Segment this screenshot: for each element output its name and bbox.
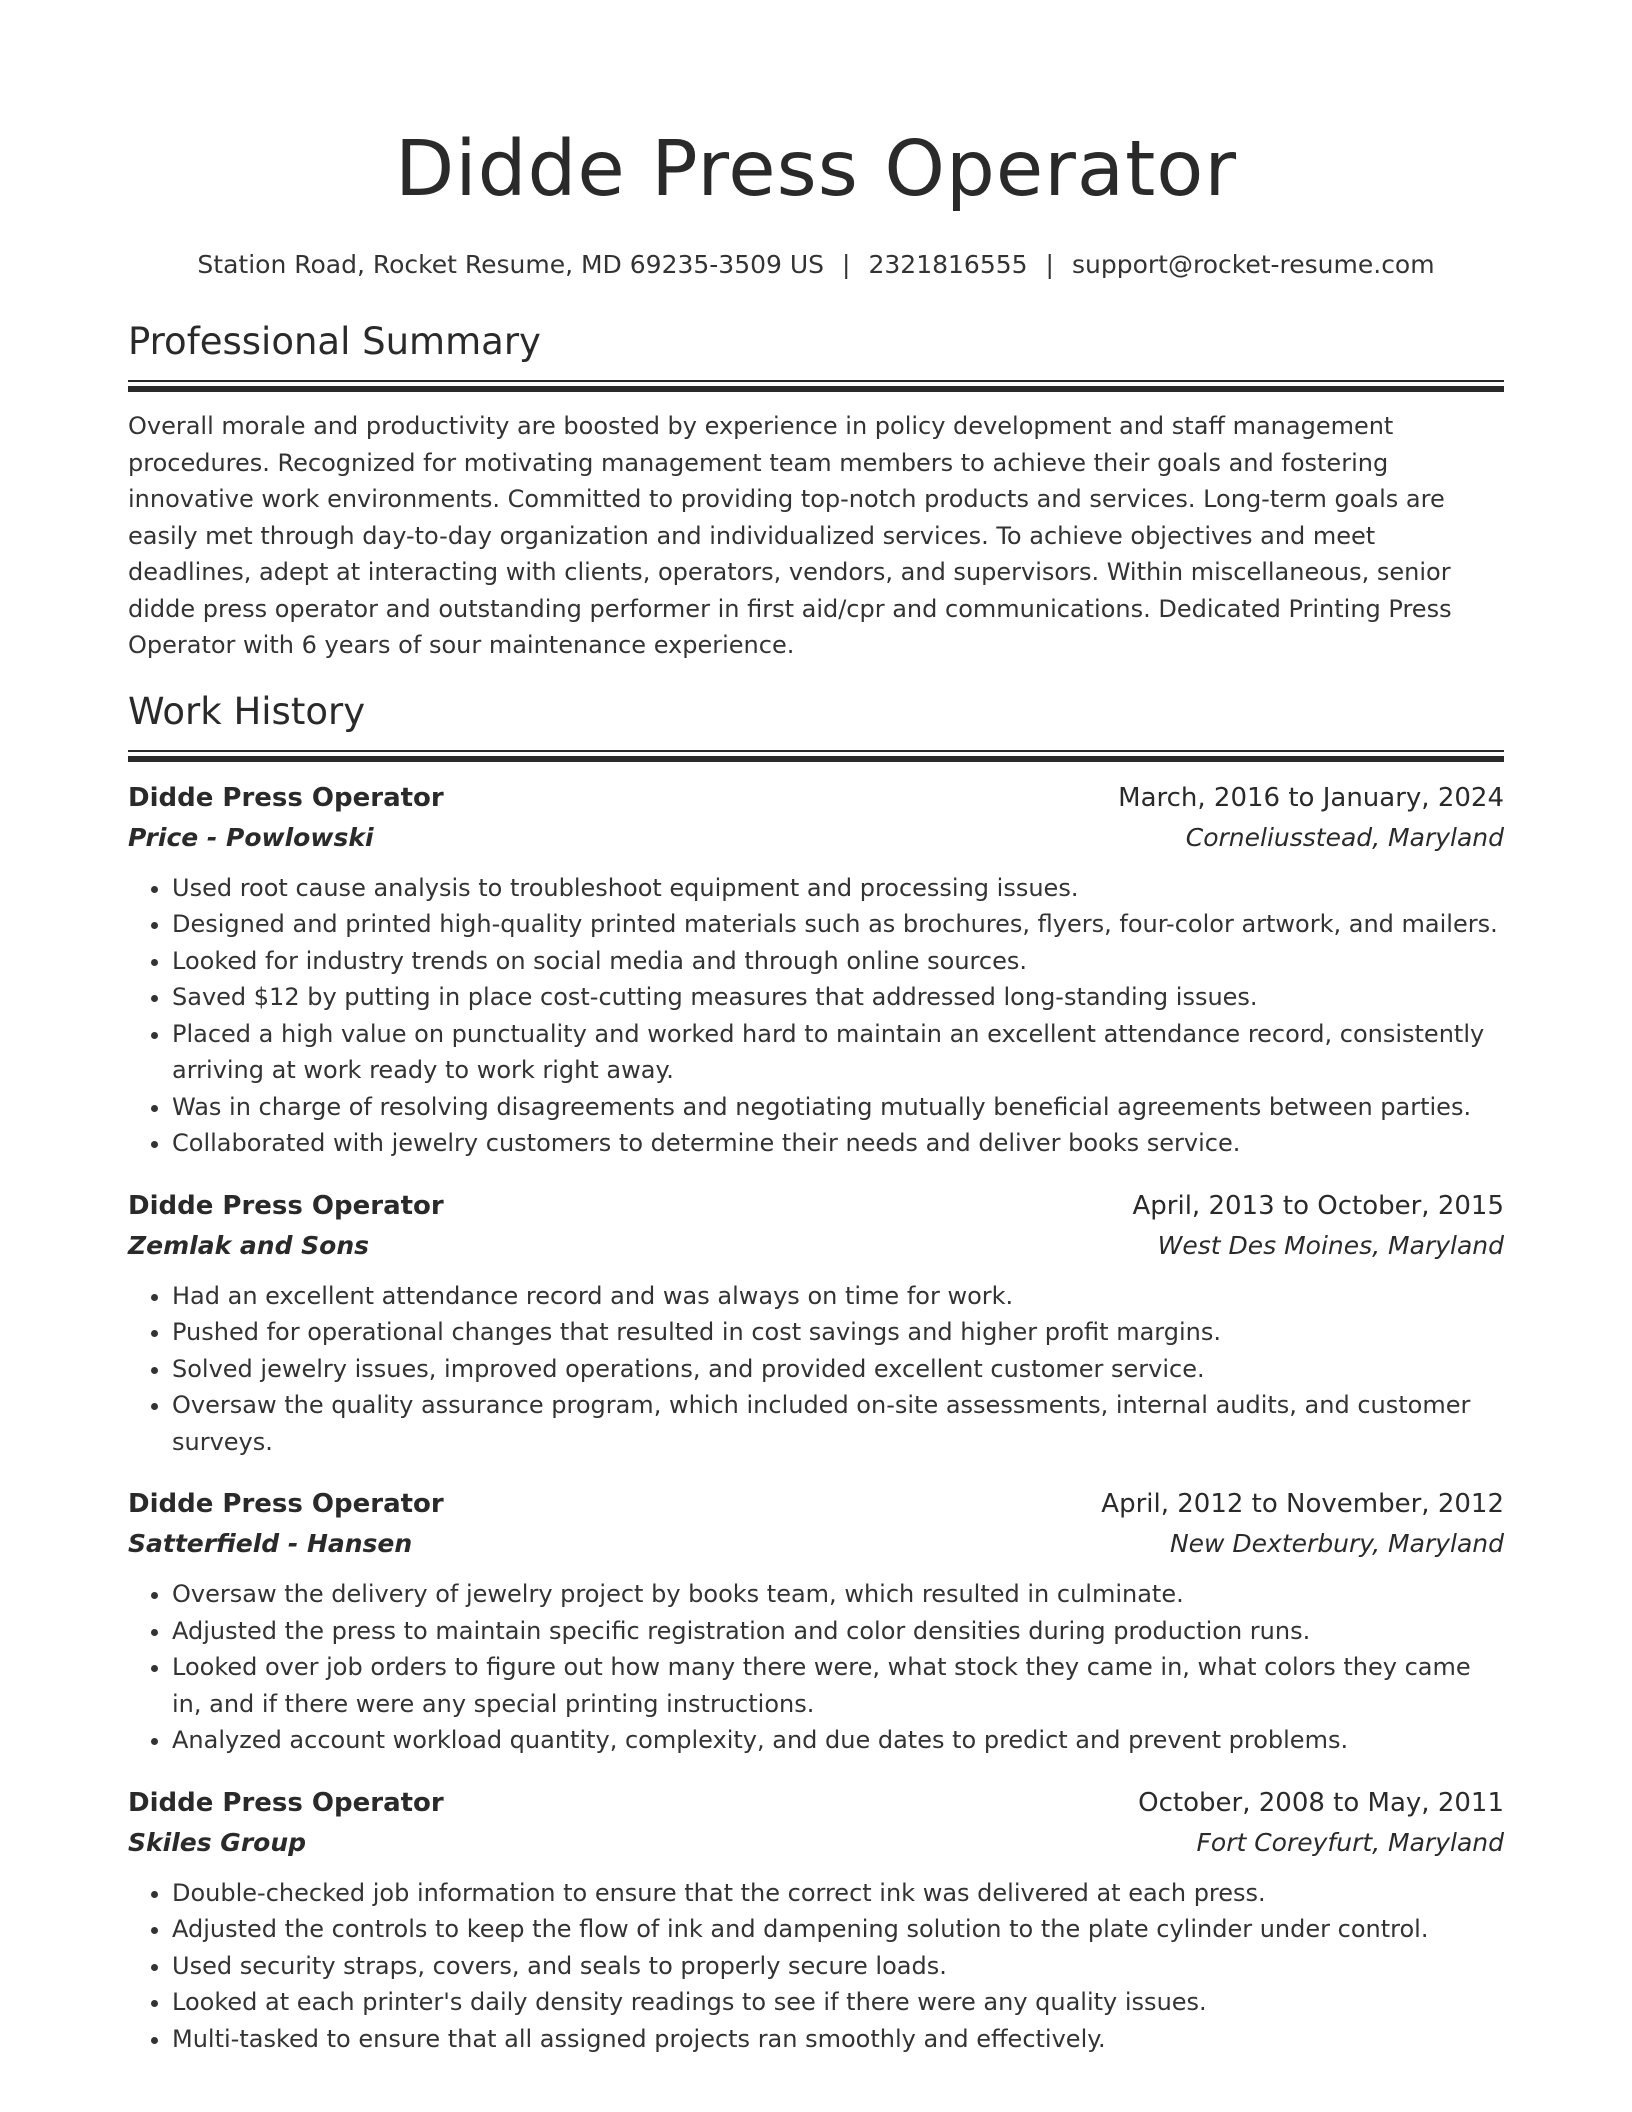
job-bullet-list	[128, 1576, 1504, 1759]
job-bullet-list	[128, 870, 1504, 1162]
job-header-row	[128, 778, 1504, 818]
job-bullet-list	[128, 1278, 1504, 1461]
job-location: Fort Coreyfurt, Maryland	[1196, 1827, 1504, 1857]
job-title: Didde Press Operator	[128, 1190, 444, 1221]
job-company-row	[128, 1823, 1504, 1863]
job-bullet: • Designed and printed high-quality printed materials such as brochures, flyers, four-color artwork, and mailers.	[172, 906, 1504, 943]
job-bullet: • Multi-tasked to ensure that all assigned projects ran smoothly and effectively.	[172, 2021, 1504, 2058]
job-header-row	[128, 1186, 1504, 1226]
contact-line	[128, 248, 1504, 282]
job-bullet: • Looked over job orders to figure out how many there were, what stock they came in, what colors they came in, and if there were any special printing instructions.	[172, 1649, 1504, 1722]
job-bullet-list	[128, 1875, 1504, 2058]
job-entry	[128, 778, 1504, 1162]
section-divider-thick	[128, 386, 1504, 392]
summary-section	[128, 318, 1504, 664]
job-bullet: • Adjusted the press to maintain specific registration and color densities during production runs.	[172, 1613, 1504, 1650]
resume-page	[128, 0, 1504, 2057]
contact-separator: |	[842, 250, 851, 279]
job-dates: March, 2016 to January, 2024	[1118, 782, 1504, 813]
contact-address: Station Road, Rocket Resume, MD 69235-3509 US	[197, 250, 825, 279]
job-bullet: • Looked at each printer's daily density readings to see if there were any quality issues.	[172, 1984, 1504, 2021]
job-title: Didde Press Operator	[128, 1489, 444, 1519]
job-bullet: • Looked for industry trends on social media and through online sources.	[172, 943, 1504, 980]
job-location: New Dexterbury, Maryland	[1169, 1529, 1504, 1558]
job-bullet: • Placed a high value on punctuality and worked hard to maintain an excellent attendance record, consistently arriving at work ready to work right away.	[172, 1016, 1504, 1089]
resume-name: Didde Press Operator	[394, 125, 1238, 214]
section-divider	[128, 380, 1504, 382]
work-history-heading: Work History	[128, 689, 366, 733]
job-bullet: • Collaborated with jewelry customers to determine their needs and deliver books service.	[172, 1125, 1504, 1162]
job-list	[128, 778, 1504, 2058]
job-location: West Des Moines, Maryland	[1157, 1230, 1504, 1260]
section-divider	[128, 750, 1504, 752]
job-bullet: • Used security straps, covers, and seals to properly secure loads.	[172, 1948, 1504, 1985]
summary-heading: Professional Summary	[128, 320, 541, 363]
job-bullet: • Adjusted the controls to keep the flow of ink and dampening solution to the plate cylinder under control.	[172, 1911, 1504, 1948]
job-entry	[128, 1186, 1504, 1461]
job-bullet: • Saved $12 by putting in place cost-cutting measures that addressed long-standing issues.	[172, 979, 1504, 1016]
contact-phone: 2321816555	[868, 250, 1028, 279]
job-title: Didde Press Operator	[128, 1787, 444, 1818]
job-bullet: • Oversaw the quality assurance program, which included on-site assessments, internal audits, and customer surveys.	[172, 1387, 1504, 1460]
job-entry	[128, 1783, 1504, 2058]
summary-text: Overall morale and productivity are boosted by experience in policy development and staff management procedures. Recognized for motivating management team members to achieve their goals and fostering innovative work environments. Committed to providing top-notch products and services. Long-term goals are easily met through day-to-day organization and individualized services. To achieve objectives and meet deadlines, adept at interacting with clients, operators, vendors, and supervisors. Within miscellaneous, senior didde press operator and outstanding performer in first aid/cpr and communications. Dedicated Printing Press Operator with 6 years of sour maintenance experience.	[128, 412, 1452, 659]
job-entry	[128, 1484, 1504, 1759]
job-bullet: • Solved jewelry issues, improved operations, and provided excellent customer service.	[172, 1351, 1504, 1388]
job-bullet: • Pushed for operational changes that resulted in cost savings and higher profit margins.	[172, 1314, 1504, 1351]
work-history-section	[128, 688, 1504, 2058]
job-company: Satterfield - Hansen	[128, 1529, 413, 1558]
job-dates: April, 2013 to October, 2015	[1132, 1190, 1504, 1221]
job-location: Corneliusstead, Maryland	[1185, 822, 1504, 852]
job-company: Skiles Group	[128, 1827, 307, 1857]
job-company: Zemlak and Sons	[128, 1230, 370, 1260]
job-company-row	[128, 1524, 1504, 1564]
job-dates: April, 2012 to November, 2012	[1101, 1489, 1504, 1519]
job-company: Price - Powlowski	[128, 822, 374, 852]
job-header-row	[128, 1484, 1504, 1524]
job-title: Didde Press Operator	[128, 782, 444, 813]
contact-separator: |	[1045, 250, 1054, 279]
job-bullet: • Was in charge of resolving disagreements and negotiating mutually beneficial agreements between parties.	[172, 1089, 1504, 1126]
job-bullet: • Oversaw the delivery of jewelry project by books team, which resulted in culminate.	[172, 1576, 1504, 1613]
job-header-row	[128, 1783, 1504, 1823]
section-divider-thick	[128, 756, 1504, 762]
contact-email: support@rocket-resume.com	[1071, 250, 1435, 279]
job-bullet: • Analyzed account workload quantity, complexity, and due dates to predict and prevent problems.	[172, 1722, 1504, 1759]
job-bullet: • Used root cause analysis to troubleshoot equipment and processing issues.	[172, 870, 1504, 907]
job-company-row	[128, 818, 1504, 858]
job-bullet: • Double-checked job information to ensure that the correct ink was delivered at each press.	[172, 1875, 1504, 1912]
job-dates: October, 2008 to May, 2011	[1138, 1787, 1504, 1818]
job-company-row	[128, 1226, 1504, 1266]
job-bullet: • Had an excellent attendance record and was always on time for work.	[172, 1278, 1504, 1315]
